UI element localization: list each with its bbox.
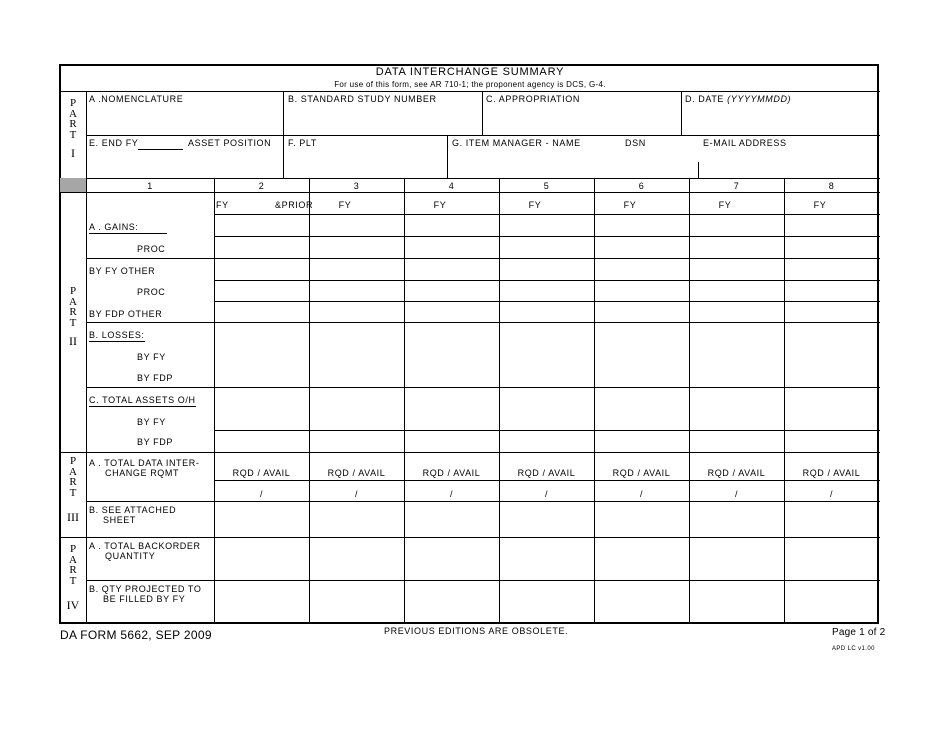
rqd-avail-label: RQD / AVAIL [707, 468, 766, 478]
divider [214, 301, 880, 302]
total-backorder-label: A . TOTAL BACKORDER QUANTITY [89, 541, 201, 561]
rqd-avail-label: RQD / AVAIL [802, 468, 861, 478]
fy-header: FY [338, 200, 352, 210]
by-fy-other-label: BY FY OTHER [89, 266, 156, 276]
rqd-avail-label: RQD / AVAIL [327, 468, 386, 478]
rqd-avail-label: RQD / AVAIL [232, 468, 291, 478]
by-fy-label: BY FY [137, 417, 166, 427]
asset-position-field[interactable] [90, 153, 280, 173]
form-number: DA FORM 5662, SEP 2009 [60, 628, 212, 642]
plt-field[interactable] [288, 153, 443, 173]
fy-header: FY [433, 200, 447, 210]
divider [214, 430, 880, 431]
divider [214, 214, 880, 215]
nomenclature-field[interactable] [90, 110, 280, 130]
gains-label: A . GAINS: [89, 222, 167, 232]
fy-header: FY [216, 200, 229, 210]
date-field[interactable] [685, 110, 875, 130]
total-assets-label: C. TOTAL ASSETS O/H [89, 395, 196, 405]
date-label: D. DATE (YYYYMMDD) [685, 94, 792, 104]
divider [86, 580, 880, 581]
qty-projected-label: B. QTY PROJECTED TO BE FILLED BY FY [89, 584, 202, 604]
divider [283, 91, 284, 178]
dsn-field[interactable] [622, 153, 694, 173]
divider [447, 135, 448, 178]
fy-header: FY [623, 200, 637, 210]
divider [86, 135, 880, 136]
rqd-avail-label: RQD / AVAIL [422, 468, 481, 478]
page-number: Page 1 of 2 [832, 627, 886, 638]
study-number-label: B. STANDARD STUDY NUMBER [288, 94, 437, 104]
item-manager-label: G. ITEM MANAGER - NAME [452, 138, 581, 148]
part-1-label: P A R T I [69, 97, 77, 160]
divider [214, 280, 880, 281]
divider [482, 91, 483, 135]
slash-separator: / [639, 489, 644, 499]
part-4-label: P A R T IV [66, 543, 80, 612]
by-fdp-label: BY FDP [137, 437, 173, 447]
rqd-avail-label: RQD / AVAIL [612, 468, 671, 478]
asset-position-label: ASSET POSITION [188, 138, 272, 148]
form-title: DATA INTERCHANGE SUMMARY [375, 66, 565, 78]
dsn-label: DSN [625, 138, 646, 148]
divider [86, 258, 880, 259]
divider [60, 91, 880, 92]
by-fdp-label: BY FDP [137, 373, 173, 383]
appropriation-label: C. APPROPRIATION [486, 94, 580, 104]
column-number: 4 [448, 181, 455, 191]
divider [499, 178, 500, 624]
proc-label: PROC [137, 244, 166, 254]
column-number: 5 [543, 181, 550, 191]
end-fy-label: E. END FY [89, 138, 139, 148]
divider [784, 178, 785, 624]
obsolete-notice: PREVIOUS EDITIONS ARE OBSOLETE. [384, 626, 569, 636]
see-attached-label: B. SEE ATTACHED SHEET [89, 505, 177, 525]
form-subtitle: For use of this form, see AR 710-1; the proponent agency is DCS, G-4. [334, 80, 606, 89]
losses-label: B. LOSSES: [89, 330, 145, 340]
divider [86, 322, 880, 323]
prior-header: &PRIOR [275, 200, 314, 210]
divider [214, 236, 880, 237]
study-number-field[interactable] [288, 110, 478, 130]
version-label: APD LC v1.00 [832, 646, 875, 652]
rqd-avail-label: RQD / AVAIL [517, 468, 576, 478]
divider [404, 178, 405, 624]
divider [60, 452, 880, 453]
part-3-label: P A R T III [67, 455, 79, 524]
slash-separator: / [829, 489, 834, 499]
column-number: 7 [733, 181, 740, 191]
email-field[interactable] [703, 153, 875, 173]
appropriation-field[interactable] [486, 110, 676, 130]
slash-separator: / [544, 489, 549, 499]
column-number: 8 [828, 181, 835, 191]
slash-separator: / [449, 489, 454, 499]
fy-header: FY [528, 200, 542, 210]
divider [689, 178, 690, 624]
by-fdp-other-label: BY FDP OTHER [89, 309, 163, 319]
fy-header: FY [813, 200, 827, 210]
divider [86, 501, 880, 502]
divider [681, 91, 682, 135]
proc-label: PROC [137, 287, 166, 297]
divider [60, 192, 880, 193]
end-fy-underline [138, 149, 183, 150]
header-shade [60, 178, 86, 192]
by-fy-label: BY FY [137, 352, 166, 362]
column-number: 1 [147, 181, 153, 191]
part-2-label: P A R T II [69, 285, 77, 348]
column-number: 2 [258, 181, 265, 191]
item-manager-field[interactable] [452, 153, 617, 173]
plt-label: F. PLT [288, 138, 317, 148]
form-frame [59, 64, 879, 624]
email-label: E-MAIL ADDRESS [703, 138, 787, 148]
divider [60, 178, 880, 179]
slash-separator: / [354, 489, 359, 499]
total-data-interchange-label: A . TOTAL DATA INTER- CHANGE RQMT [89, 458, 200, 478]
slash-separator: / [734, 489, 739, 499]
divider [86, 387, 880, 388]
end-fy-field[interactable] [139, 137, 182, 148]
part-column-divider [86, 91, 87, 624]
fy-header: FY [718, 200, 732, 210]
divider [594, 178, 595, 624]
divider [214, 480, 880, 481]
divider [309, 178, 310, 624]
column-number: 6 [638, 181, 645, 191]
slash-separator: / [259, 489, 264, 499]
divider [214, 178, 215, 624]
nomenclature-label: A .NOMENCLATURE [89, 94, 184, 104]
column-number: 3 [353, 181, 360, 191]
divider [60, 537, 880, 538]
tick [698, 162, 699, 178]
